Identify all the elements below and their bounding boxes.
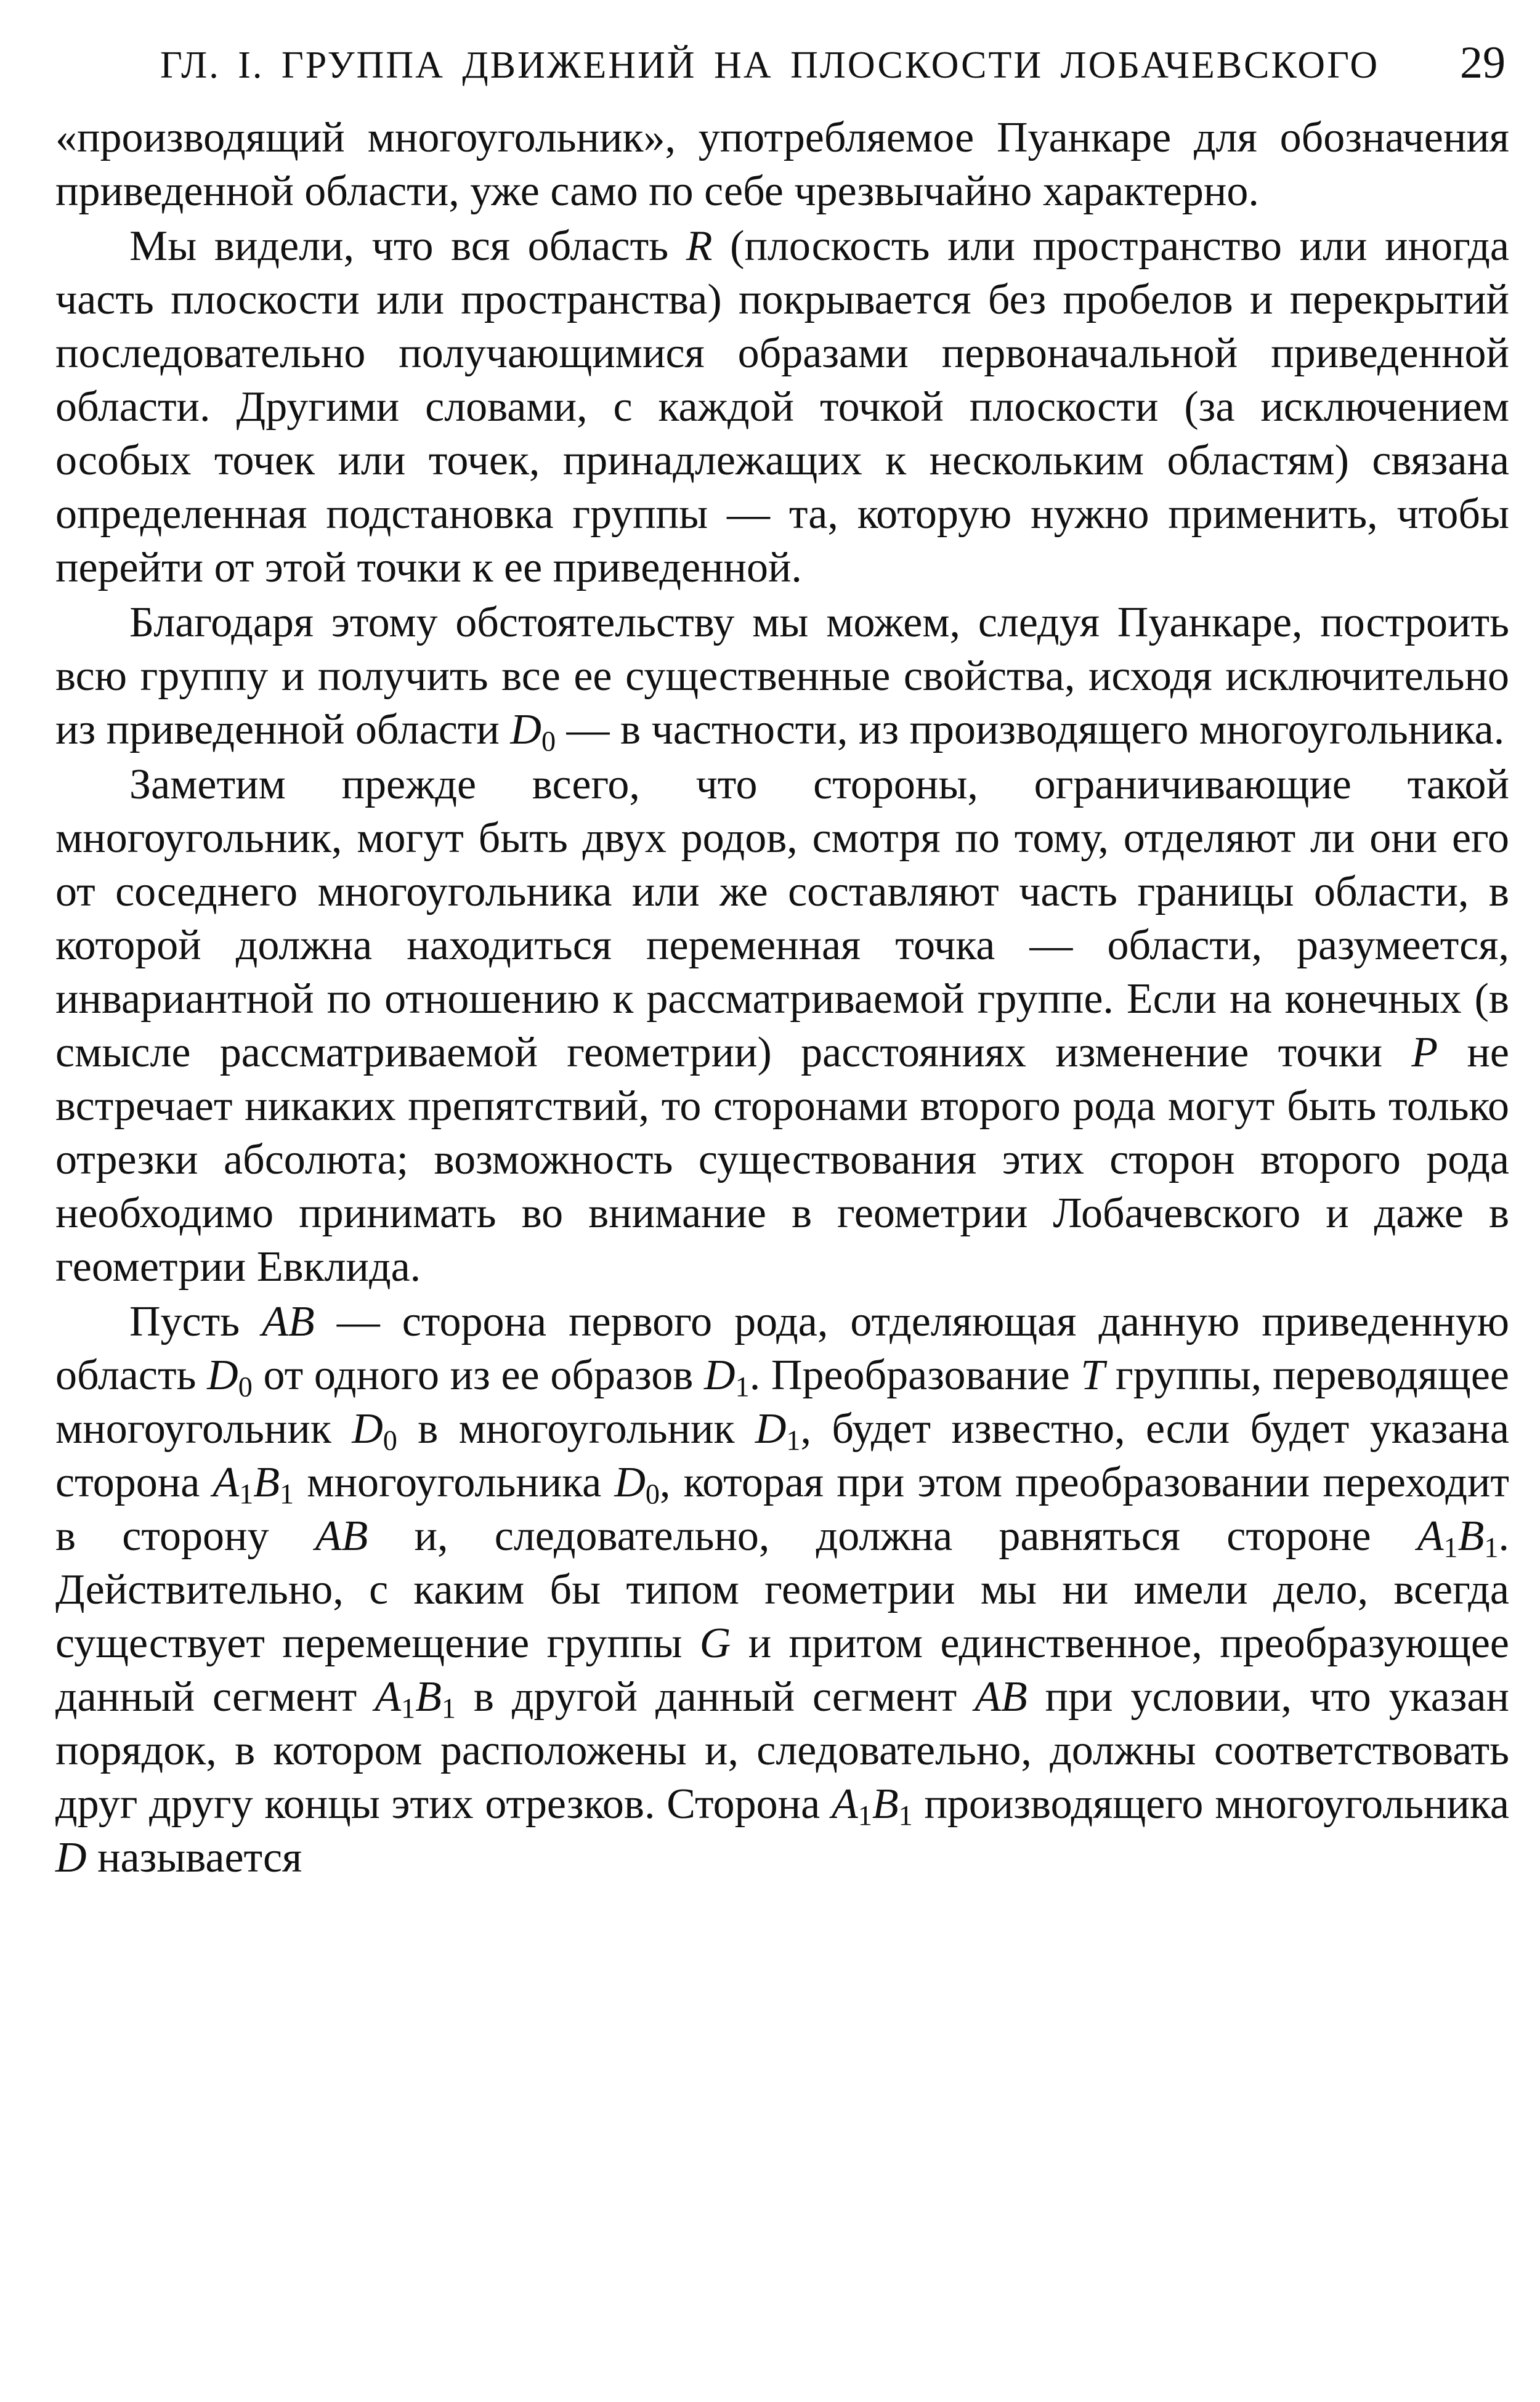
book-page <box>55 25 1509 2378</box>
paragraph-4: Заметим прежде всего, что стороны, ограничивающие такой многоугольник, могут быть двух родов, смотря по тому, отделяют ли они его от соседнего многоугольника или же составляют часть границы области, в которой должна находиться переменная точка — области, разумеется, инвариантной по отношению к рассматриваемой группе. Если на конечных (в смысле рассматриваемой геометрии) расстояниях изменение точки P не встречает никаких препятствий, то сторонами второго рода могут быть только отрезки абсолюта; возможность существования этих сторон второго рода необходимо принимать во внимание в геометрии Лобачевского и даже в геометрии Евклида. <box>55 761 1509 1291</box>
paragraph-3: Благодаря этому обстоятельству мы можем, следуя Пуанкаре, построить всю группу и получить все ее существенные свойства, исходя исключительно из приведенной области $D_0$ — в частности, из производящего многоугольника. <box>55 599 1509 757</box>
paragraph-1: «производящий многоугольник», употребляемое Пуанкаре для обозначения приведенной области, уже само по себе чрезвычайно характерно. <box>55 114 1509 215</box>
page-number: 29 <box>1460 38 1506 88</box>
running-title: ГЛ. I. ГРУППА ДВИЖЕНИЙ НА ПЛОСКОСТИ ЛОБАЧЕВСКОГО <box>160 44 1380 86</box>
page-body <box>55 111 1509 1885</box>
running-header <box>55 25 1509 111</box>
paragraph-2: Мы видели, что вся область R (плоскость или пространство или иногда часть плоскости или пространства) покрывается без пробелов и перекрытий последовательно получающимися образами первоначальной приведенной области. Другими словами, с каждой точкой плоскости (за исключением особых точек или точек, принадлежащих к нескольким областям) связана определенная подстановка группы — та, которую нужно применить, чтобы перейти от этой точки к ее приведенной. <box>55 222 1509 591</box>
paragraph-5: Пусть AB — сторона первого рода, отделяющая данную приведенную область $D_0$ от одного из ее образов $D_1$. Преобразование T группы, переводящее многоугольник $D_0$ в многоугольник $D_1$, будет известно, если будет указана сторона $A_1B_1$ многоугольника $D_0$, которая при этом преобразовании переходит в сторону AB и, следовательно, должна равняться стороне $A_1B_1$. Действительно, с каким бы типом геометрии мы ни имели дело, всегда существует перемещение группы G и притом единственное, преобразующее данный сегмент $A_1B_1$ в другой данный сегмент AB при условии, что указан порядок, в котором расположены и, следовательно, должны соответствовать друг другу концы этих отрезков. Сторона $A_1B_1$ производящего многоугольника D называется <box>55 1298 1509 1881</box>
